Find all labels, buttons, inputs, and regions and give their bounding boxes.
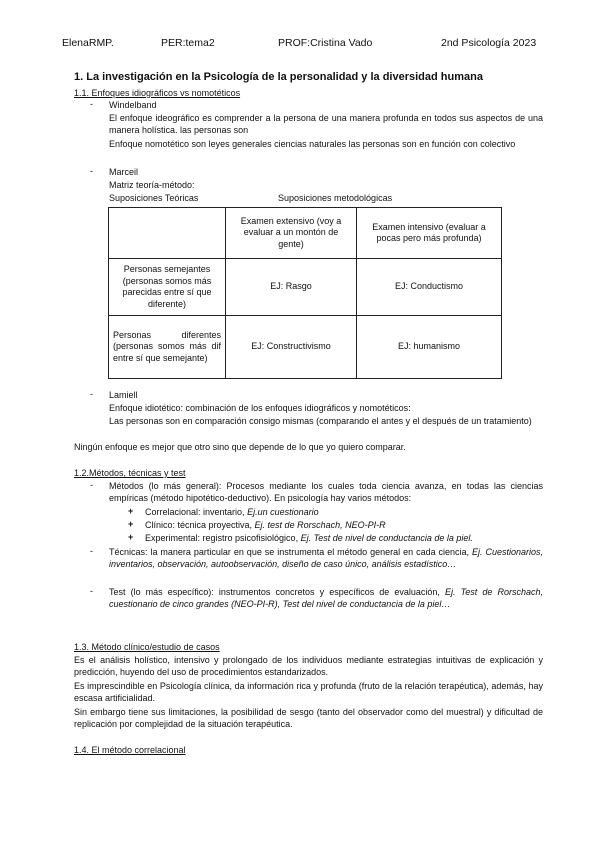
marceil-name: Marceil xyxy=(109,167,139,177)
plus-bullet: + xyxy=(128,532,134,542)
header-course: 2nd Psicología 2023 xyxy=(441,37,537,49)
method-correlational: Correlacional: inventario, Ej.un cuestionario xyxy=(145,507,319,517)
page-title: 1. La investigación en la Psicología de la personalidad y la diversidad humana xyxy=(74,71,483,83)
clinical-paragraph-3: Sin embargo tiene sus limitaciones, la posibilidad de sesgo (tanto del observador como del muestral) y dificultad de replicación por complejidad de la situación terapéutica. xyxy=(74,707,543,730)
section-heading-1-1: 1.1. Enfoques idiográficos vs nomotéticos xyxy=(74,88,241,98)
table-row xyxy=(109,208,502,259)
bullet: - xyxy=(90,546,93,556)
theoretical-assumptions-label: Suposiciones Teóricas xyxy=(109,193,199,203)
header-period: PER:tema2 xyxy=(161,37,215,49)
bullet: - xyxy=(90,389,93,399)
section-conclusion: Ningún enfoque es mejor que otro sino que depende de lo que yo quiero comparar. xyxy=(74,442,406,452)
header-professor: PROF:Cristina Vado xyxy=(278,37,373,49)
table-cell: EJ: Conductismo xyxy=(357,259,502,316)
table-cell-empty xyxy=(109,208,226,259)
bullet: - xyxy=(90,99,93,109)
lamiell-paragraph-1: Enfoque idiotético: combinación de los enfoques idiográficos y nomotéticos: xyxy=(109,403,411,413)
table-cell: EJ: Rasgo xyxy=(226,259,357,316)
table-row xyxy=(109,259,502,316)
marceil-matrix-table xyxy=(108,207,502,379)
methodological-assumptions-label: Suposiciones metodológicas xyxy=(278,193,393,203)
lamiell-paragraph-2: Las personas son en comparación consigo mismas (comparando el antes y el después de un tratamiento) xyxy=(109,416,532,426)
lamiell-name: Lamiell xyxy=(109,390,138,400)
table-cell: EJ: Constructivismo xyxy=(226,316,357,379)
matrix-label: Matriz teoría-método: xyxy=(109,180,195,190)
table-header-intensive: Examen intensivo (evaluar a pocas pero más profunda) xyxy=(357,208,502,259)
plus-bullet: + xyxy=(128,506,134,516)
bullet: - xyxy=(90,480,93,490)
table-cell: EJ: humanismo xyxy=(357,316,502,379)
method-clinical: Clínico: técnica proyectiva, Ej. test de Rorschach, NEO-PI-R xyxy=(145,520,386,530)
method-experimental: Experimental: registro psicofisiológico, Ej. Test de nivel de conductancia de la piel. xyxy=(145,533,473,543)
table-row-label-different: Personas diferentes (personas somos más dif entre sí que semejante) xyxy=(109,316,226,379)
header-author: ElenaRMP. xyxy=(62,37,114,49)
windelband-paragraph-1: El enfoque ideográfico es comprender a la persona de una manera profunda en todos sus aspectos de una manera holística. las personas son xyxy=(109,113,543,136)
bullet: - xyxy=(90,586,93,596)
clinical-paragraph-1: Es el análisis holístico, intensivo y prolongado de los individuos mediante estrategias intuitivas de explicación y predicción, huyendo del uso de procedimientos estandarizados. xyxy=(74,655,543,678)
windelband-paragraph-2: Enfoque nomotético son leyes generales ciencias naturales las personas son en función con colectivo xyxy=(109,139,516,149)
methods-paragraph: Métodos (lo más general): Procesos mediante los cuales toda ciencia avanza, en todas las ciencias empíricas (método hipotético-deductivo). En psicología hay varios métodos: xyxy=(109,481,543,504)
clinical-paragraph-2: Es imprescindible en Psicología clínica, da información rica y profunda (fruto de la relación terapéutica), además, hay escasa artificialidad. xyxy=(74,681,543,704)
section-heading-1-3: 1.3. Método clínico/estudio de casos xyxy=(74,642,220,652)
bullet: - xyxy=(90,166,93,176)
table-row xyxy=(109,316,502,379)
section-heading-1-2: 1.2.Métodos, técnicas y test xyxy=(74,468,186,478)
techniques-paragraph: Técnicas: la manera particular en que se instrumenta el método general en cada ciencia, Ej. Cuestionarios, inventarios, observación, autoobservación, diseño de caso único, análisis estadístico… xyxy=(109,547,543,570)
section-heading-1-4: 1.4. El método correlacional xyxy=(74,745,186,755)
plus-bullet: + xyxy=(128,519,134,529)
table-row-label-similar: Personas semejantes (personas somos más parecidas entre sí que diferente) xyxy=(109,259,226,316)
table-header-extensive: Examen extensivo (voy a evaluar a un montón de gente) xyxy=(226,208,357,259)
windelband-name: Windelband xyxy=(109,100,157,110)
test-paragraph: Test (lo más específico): instrumentos concretos y específicos de evaluación, Ej. Test de Rorschach, cuestionario de cinco grandes (NEO-PI-R), Test del nivel de conductancia de la piel… xyxy=(109,587,544,610)
